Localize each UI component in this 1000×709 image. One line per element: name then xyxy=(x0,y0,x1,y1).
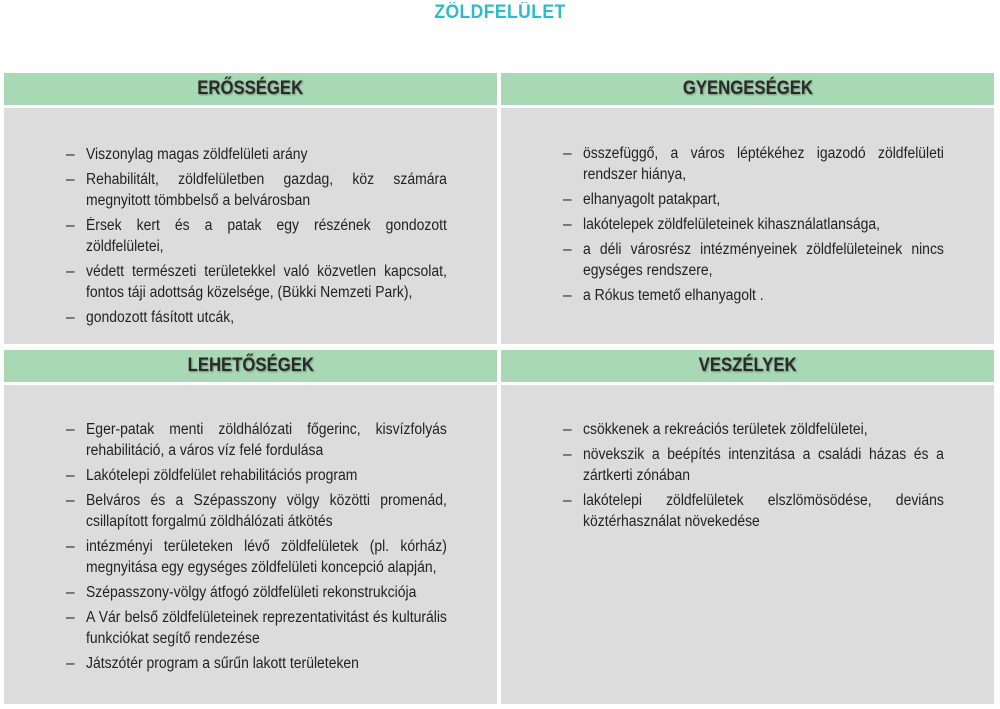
list-item: – intézményi területeken lévő zöldfelületek (pl. kórház) megnyitása egy egységes zöldfelületi koncepció alapján, xyxy=(66,536,487,578)
list-item: – a Rókus temető elhanyagolt . xyxy=(563,285,984,306)
list-item: – Szépasszony-völgy átfogó zöldfelületi rekonstrukciója xyxy=(66,582,487,603)
list-item: – csökkenek a rekreációs területek zöldfelületei, xyxy=(563,419,984,440)
list-item: – összefüggő, a város léptékéhez igazodó zöldfelületi rendszer hiánya, xyxy=(563,143,984,185)
threats-section xyxy=(501,350,994,704)
threats-heading: VESZÉLYEK xyxy=(501,350,994,382)
strengths-section xyxy=(4,73,497,344)
opportunities-section xyxy=(4,350,497,704)
threats-body xyxy=(501,382,994,704)
list-item: – Eger-patak menti zöldhálózati főgerinc, kisvízfolyás rehabilitáció, a város víz felé fordulása xyxy=(66,419,487,461)
list-item: – védett természeti területekkel való közvetlen kapcsolat, fontos táji adottság közelsége, (Bükki Nemzeti Park), xyxy=(66,261,487,303)
strengths-heading: ERŐSSÉGEK xyxy=(4,73,497,105)
strengths-body xyxy=(4,105,497,344)
list-item: – Viszonylag magas zöldfelületi arány xyxy=(66,144,487,165)
list-item: – lakótelepek zöldfelületeinek kihasználatlansága, xyxy=(563,214,984,235)
list-item: – növekszik a beépítés intenzitása a családi házas és a zártkerti zónában xyxy=(563,444,984,486)
list-item: – Lakótelepi zöldfelület rehabilitációs program xyxy=(66,465,487,486)
opportunities-body xyxy=(4,382,497,704)
weaknesses-body xyxy=(501,105,994,344)
opportunities-list xyxy=(4,385,497,674)
opportunities-heading: LEHETŐSÉGEK xyxy=(4,350,497,382)
list-item: – Rehabilitált, zöldfelületben gazdag, köz számára megnyitott tömbbelső a belvárosban xyxy=(66,169,487,211)
list-item: – A Vár belső zöldfelületeinek reprezentativitást és kulturális funkciókat segítő rendezése xyxy=(66,607,487,649)
list-item: – lakótelepi zöldfelületek elszlömösödése, deviáns köztérhasználat növekedése xyxy=(563,490,984,532)
weaknesses-section xyxy=(501,73,994,344)
weaknesses-heading: GYENGESÉGEK xyxy=(501,73,994,105)
list-item: – gondozott fásított utcák, xyxy=(66,307,487,328)
list-item: – elhanyagolt patakpart, xyxy=(563,189,984,210)
list-item: – Játszótér program a sűrűn lakott területeken xyxy=(66,653,487,674)
list-item: – a déli városrész intézményeinek zöldfelületeinek nincs egységes rendszere, xyxy=(563,239,984,281)
weaknesses-list xyxy=(501,108,994,306)
list-item: – Belváros és a Szépasszony völgy közötti promenád, csillapított forgalmú zöldhálózati átkötés xyxy=(66,490,487,532)
list-item: – Érsek kert és a patak egy részének gondozott zöldfelületei, xyxy=(66,215,487,257)
page-title: ZÖLDFELÜLET xyxy=(434,2,566,23)
threats-list xyxy=(501,385,994,532)
strengths-list xyxy=(4,108,497,328)
